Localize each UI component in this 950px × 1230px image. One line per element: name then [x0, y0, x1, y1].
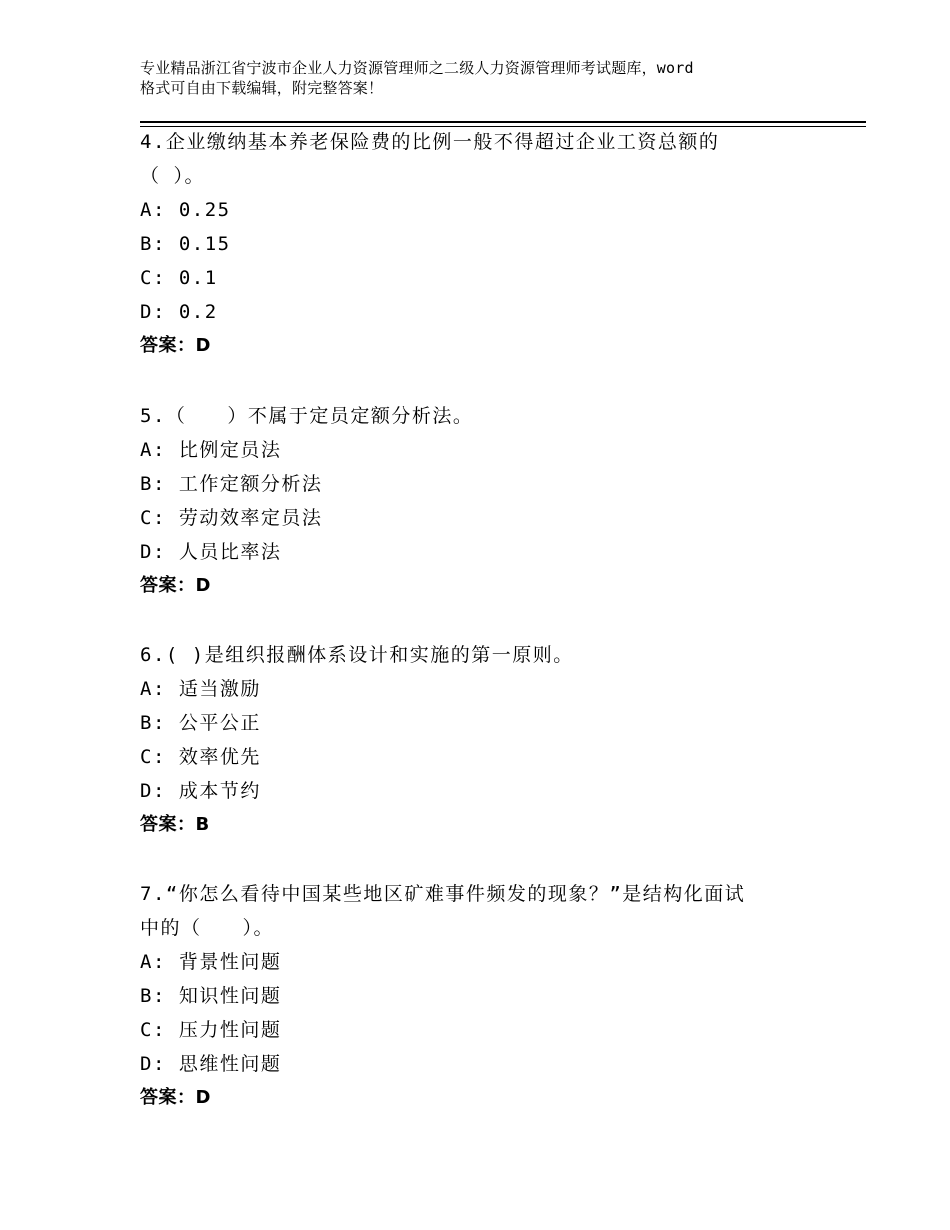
- question-7: [140, 877, 840, 1115]
- option-c: C: 0.1: [140, 267, 218, 289]
- question-5: [140, 399, 840, 603]
- option-a: A: 适当激励: [140, 678, 261, 700]
- answer-label: 答案：D: [140, 575, 211, 596]
- option-a: A: 0.25: [140, 199, 231, 221]
- answer-label: 答案：D: [140, 1087, 211, 1108]
- option-a: A: 背景性问题: [140, 951, 282, 973]
- document-header: [140, 58, 840, 98]
- option-b: B: 工作定额分析法: [140, 473, 323, 495]
- header-line-1: 专业精品浙江省宁波市企业人力资源管理师之二级人力资源管理师考试题库，word: [140, 59, 694, 77]
- option-b: B: 公平公正: [140, 712, 261, 734]
- option-d: D: 成本节约: [140, 780, 261, 802]
- question-4: [140, 125, 840, 363]
- option-d: D: 思维性问题: [140, 1053, 282, 1075]
- question-stem: 6.( )是组织报酬体系设计和实施的第一原则。: [140, 644, 574, 666]
- answer-label: 答案：B: [140, 814, 210, 835]
- answer-label: 答案：D: [140, 335, 211, 356]
- option-b: B: 知识性问题: [140, 985, 282, 1007]
- option-b: B: 0.15: [140, 233, 231, 255]
- option-d: D: 人员比率法: [140, 541, 282, 563]
- question-stem-continued: （ ）。: [140, 165, 205, 187]
- question-stem: 7.“你怎么看待中国某些地区矿难事件频发的现象？”是结构化面试: [140, 883, 746, 905]
- question-stem: 5.（ ）不属于定员定额分析法。: [140, 405, 474, 427]
- option-c: C: 压力性问题: [140, 1019, 282, 1041]
- header-divider-thick: [140, 121, 866, 123]
- option-c: C: 效率优先: [140, 746, 261, 768]
- option-c: C: 劳动效率定员法: [140, 507, 323, 529]
- question-6: [140, 638, 840, 842]
- option-d: D: 0.2: [140, 301, 218, 323]
- option-a: A: 比例定员法: [140, 439, 282, 461]
- question-stem-continued: 中的（ ）。: [140, 917, 275, 939]
- question-stem: 4.企业缴纳基本养老保险费的比例一般不得超过企业工资总额的: [140, 131, 720, 153]
- header-line-2: 格式可自由下载编辑，附完整答案！: [140, 79, 384, 97]
